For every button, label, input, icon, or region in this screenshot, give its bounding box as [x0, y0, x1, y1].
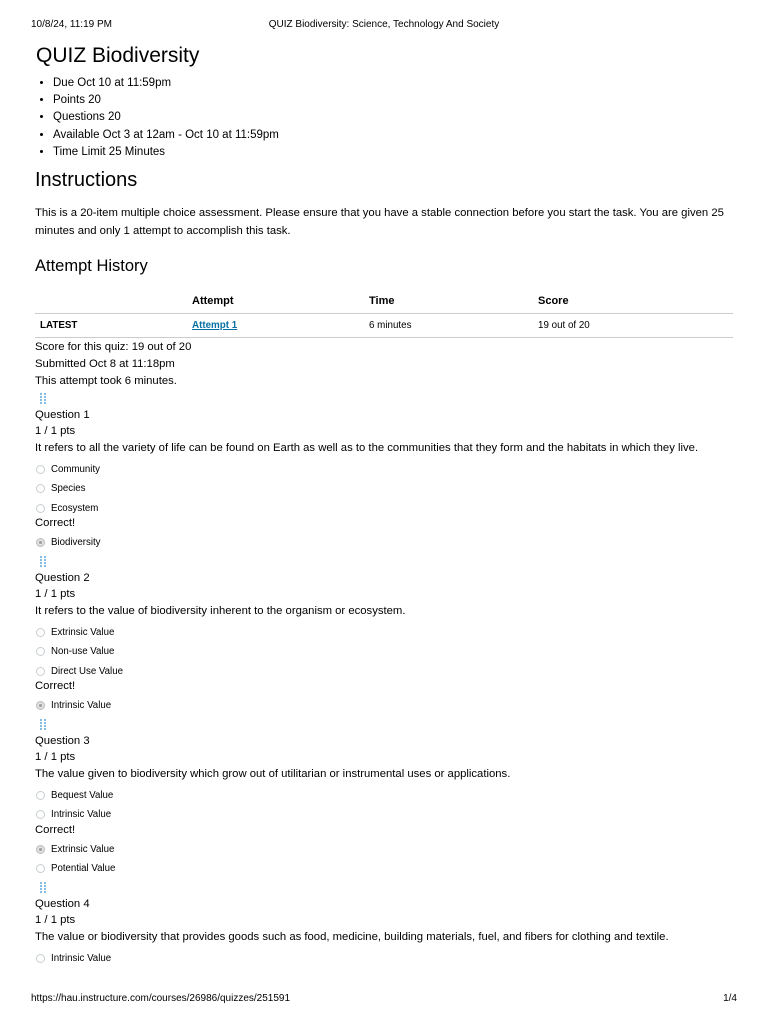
correct-label: Correct!	[35, 517, 76, 530]
answer-option[interactable]	[35, 623, 733, 643]
column-header-label	[35, 289, 192, 313]
answer-label: Intrinsic Value	[51, 700, 112, 712]
answer-option[interactable]	[35, 859, 733, 879]
radio-button[interactable]	[36, 667, 45, 676]
attempt-summary	[35, 339, 733, 390]
answer-label: Ecosystem	[51, 502, 99, 514]
radio-button[interactable]	[36, 864, 45, 873]
instructions-text: This is a 20-item multiple choice assessment. Please ensure that you have a stable connection before you start the task. You are given 25 minutes and only 1 attempt to accomplish this task.	[35, 207, 724, 237]
question-points: 1 / 1 pts	[35, 588, 76, 601]
table-row	[35, 313, 733, 337]
answer-label: Extrinsic Value	[51, 626, 115, 638]
answer-label: Intrinsic Value	[51, 952, 112, 964]
radio-button[interactable]	[36, 791, 45, 800]
answer-option[interactable]	[35, 642, 733, 662]
question-points: 1 / 1 pts	[35, 751, 76, 764]
radio-button[interactable]	[36, 484, 45, 493]
print-page-title: QUIZ Biodiversity: Science, Technology And Society	[268, 19, 500, 30]
answer-label: Community	[51, 463, 100, 475]
correct-label: Correct!	[35, 823, 76, 836]
attempt-score: 19 out of 20	[538, 313, 733, 337]
attempt-history-heading: Attempt History	[35, 257, 148, 276]
question-text: It refers to the value of biodiversity inherent to the organism or ecosystem.	[35, 604, 406, 617]
question-3	[35, 718, 733, 879]
column-header-time: Time	[369, 289, 538, 313]
question-points: 1 / 1 pts	[35, 425, 76, 438]
answer-option[interactable]	[35, 479, 733, 499]
drag-handle-icon[interactable]	[38, 555, 48, 568]
column-header-attempt: Attempt	[192, 289, 369, 313]
attempt-history-table	[35, 289, 733, 338]
question-title: Question 1	[35, 408, 90, 421]
radio-button-selected[interactable]	[36, 845, 45, 854]
meta-time-limit: • Time Limit 25 Minutes	[53, 144, 733, 161]
correct-answer-option[interactable]	[35, 840, 733, 860]
answer-label: Species	[51, 483, 86, 495]
correct-answer-option[interactable]	[35, 696, 733, 716]
attempt-duration: This attempt took 6 minutes.	[35, 374, 177, 387]
submitted-time: Submitted Oct 8 at 11:18pm	[35, 357, 175, 370]
question-1	[35, 392, 733, 553]
quiz-score: Score for this quiz: 19 out of 20	[35, 340, 192, 353]
question-title: Question 4	[35, 897, 90, 910]
drag-handle-icon[interactable]	[38, 881, 48, 894]
print-footer	[31, 993, 737, 1007]
drag-handle-icon[interactable]	[38, 718, 48, 731]
question-text: The value given to biodiversity which grow out of utilitarian or instrumental uses or applications.	[35, 767, 511, 780]
answer-label: Direct Use Value	[51, 665, 123, 677]
quiz-content	[35, 42, 733, 968]
quiz-meta-list	[35, 75, 733, 161]
correct-label: Correct!	[35, 680, 76, 693]
radio-button-selected[interactable]	[36, 701, 45, 710]
print-header	[31, 19, 737, 33]
radio-button[interactable]	[36, 504, 45, 513]
question-title: Question 3	[35, 734, 90, 747]
radio-button[interactable]	[36, 628, 45, 637]
answer-label: Extrinsic Value	[51, 843, 115, 855]
answer-label: Intrinsic Value	[51, 809, 112, 821]
answer-label: Bequest Value	[51, 789, 114, 801]
meta-available: • Available Oct 3 at 12am - Oct 10 at 11:59pm	[53, 127, 733, 144]
question-title: Question 2	[35, 571, 90, 584]
answer-option[interactable]	[35, 460, 733, 480]
meta-questions: • Questions 20	[53, 109, 733, 126]
drag-handle-icon[interactable]	[38, 392, 48, 405]
latest-label: LATEST	[35, 313, 192, 337]
answer-label: Potential Value	[51, 863, 116, 875]
answer-label: Biodiversity	[51, 537, 101, 549]
answer-label: Non-use Value	[51, 646, 115, 658]
question-4	[35, 881, 733, 969]
radio-button-selected[interactable]	[36, 538, 45, 547]
print-url: https://hau.instructure.com/courses/26986/quizzes/251591	[31, 993, 291, 1004]
question-text: The value or biodiversity that provides goods such as food, medicine, building materials, fuel, and fibers for clothing and textile.	[35, 930, 669, 943]
question-text: It refers to all the variety of life can be found on Earth as well as to the communities that they form and the habitats in which they live.	[35, 441, 699, 454]
radio-button[interactable]	[36, 465, 45, 474]
meta-points: • Points 20	[53, 92, 733, 109]
meta-due: • Due Oct 10 at 11:59pm	[53, 75, 733, 92]
correct-answer-option[interactable]	[35, 533, 733, 553]
question-2	[35, 555, 733, 716]
answer-option[interactable]	[35, 786, 733, 806]
table-header-row	[35, 289, 733, 313]
print-page-number: 1/4	[723, 993, 737, 1004]
attempt-link[interactable]: Attempt 1	[192, 319, 238, 331]
radio-button[interactable]	[36, 810, 45, 819]
answer-option[interactable]	[35, 949, 733, 969]
column-header-score: Score	[538, 289, 733, 313]
quiz-title: QUIZ Biodiversity	[36, 44, 200, 67]
radio-button[interactable]	[36, 954, 45, 963]
instructions-heading: Instructions	[35, 169, 138, 192]
radio-button[interactable]	[36, 647, 45, 656]
question-points: 1 / 1 pts	[35, 914, 76, 927]
print-datetime: 10/8/24, 11:19 PM	[31, 19, 112, 30]
attempt-time: 6 minutes	[369, 313, 538, 337]
